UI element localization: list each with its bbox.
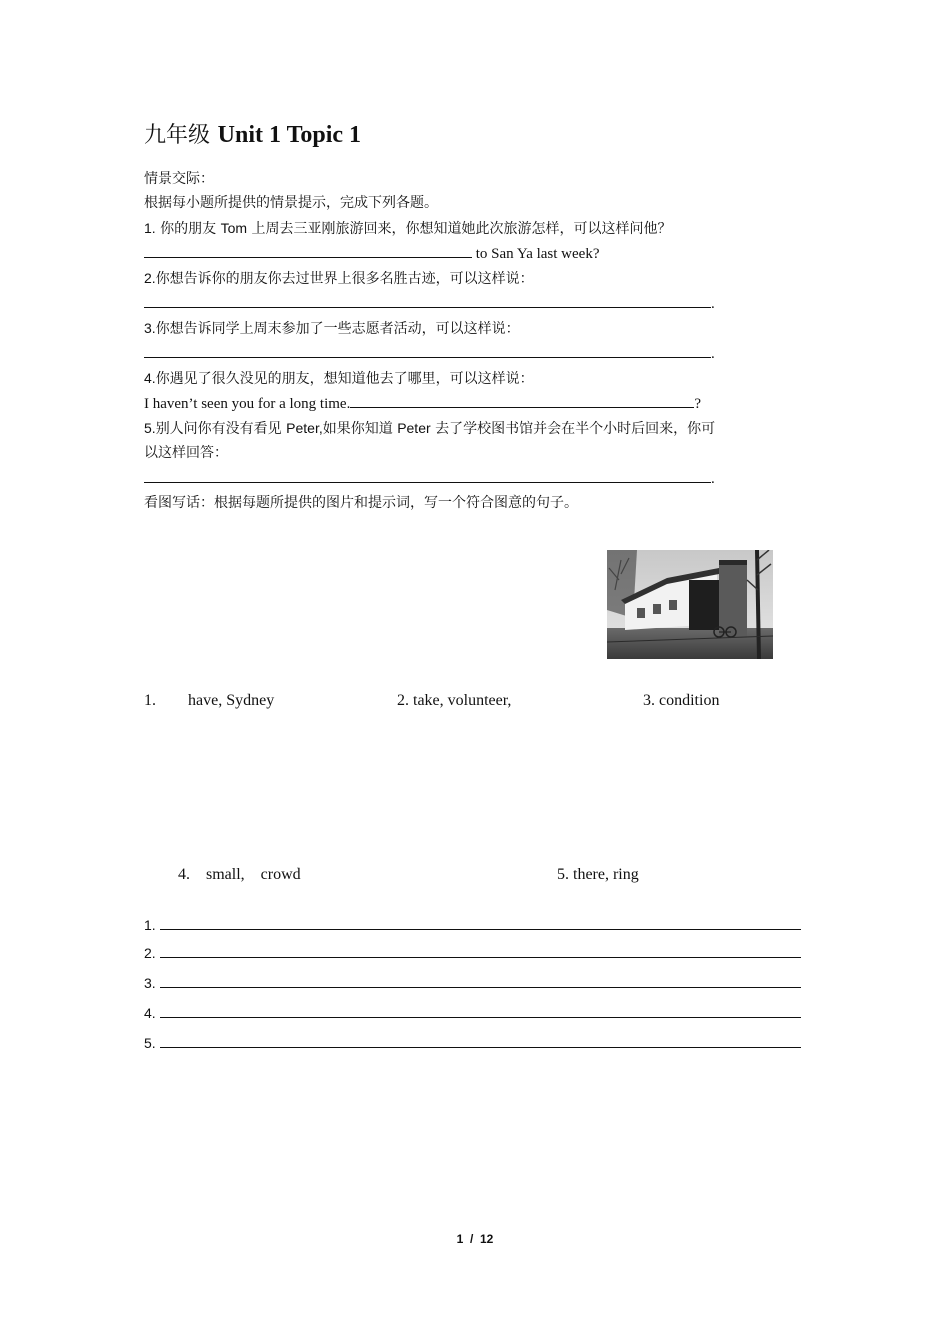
prompt-4: 4. small, crowd — [178, 866, 301, 883]
page-number: 1 / 12 — [456, 1232, 494, 1246]
question-1: 1. 你的朋友 Tom 上周去三亚刚旅游回来，你想知道她此次旅游怎样，可以这样问他？ — [144, 220, 672, 237]
answer-line: 3. — [144, 974, 801, 991]
question-5: 5.别人问你有没有看见 Peter,如果你知道 Peter 去了学校图书馆并会在半个小时后回来，你可 — [144, 420, 716, 437]
answer-line-blank[interactable] — [160, 974, 801, 988]
title-chinese: 九年级 — [144, 123, 211, 148]
question-2: 2.你想告诉你的朋友你去过世界上很多名胜古迹，可以这样说： — [144, 270, 534, 287]
answer-line-blank[interactable] — [160, 916, 801, 930]
answer-line: 4. — [144, 1004, 801, 1021]
courtyard-photo — [607, 550, 773, 659]
page-title — [144, 118, 361, 149]
answer-4-blank[interactable] — [350, 393, 694, 408]
answer-5: . — [144, 467, 715, 490]
answer-line: 2. — [144, 944, 801, 961]
question-5-cont: 以这样回答： — [144, 445, 228, 461]
answer-3-blank[interactable] — [144, 343, 711, 358]
answer-3: . — [144, 342, 715, 365]
answer-5-blank[interactable] — [144, 468, 711, 483]
answer-2: . — [144, 292, 715, 315]
answer-1-blank[interactable] — [144, 243, 472, 258]
prompt-5: 5. there, ring — [557, 866, 639, 883]
answer-line: 5. — [144, 1034, 801, 1051]
title-english: Unit 1 Topic 1 — [217, 122, 362, 148]
prompt-3: 3. condition — [643, 692, 720, 709]
answer-line-blank[interactable] — [160, 1034, 801, 1048]
prompt-2: 2. take, volunteer, — [397, 692, 512, 709]
question-3: 3.你想告诉同学上周末参加了一些志愿者活动，可以这样说： — [144, 320, 520, 337]
section2-heading: 看图写话：根据每题所提供的图片和提示词，写一个符合图意的句子。 — [144, 495, 578, 511]
answer-line: 1. — [144, 916, 801, 933]
answer-line-blank[interactable] — [160, 1004, 801, 1018]
question-4: 4.你遇见了很久没见的朋友，想知道他去了哪里，可以这样说： — [144, 370, 534, 387]
answer-2-blank[interactable] — [144, 293, 711, 308]
answer-line-blank[interactable] — [160, 944, 801, 958]
prompt-1: 1. have, Sydney — [144, 692, 275, 709]
answer-1: to San Ya last week? — [144, 242, 600, 265]
answer-4: I haven’t seen you for a long time. ? — [144, 392, 701, 415]
section1-heading: 情景交际： — [144, 171, 214, 187]
section1-instruction: 根据每小题所提供的情景提示，完成下列各题。 — [144, 195, 438, 211]
